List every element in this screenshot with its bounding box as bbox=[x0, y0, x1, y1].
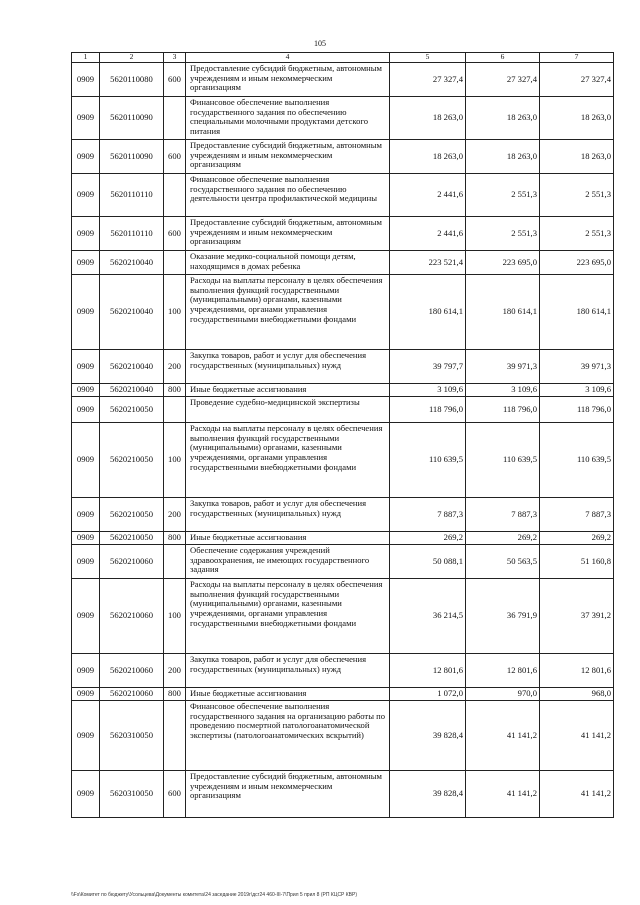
target-article-cell: 5620210060 bbox=[100, 579, 164, 654]
amount-year2-cell: 970,0 bbox=[466, 688, 540, 701]
amount-year3-cell: 12 801,6 bbox=[540, 654, 614, 688]
table-row bbox=[72, 217, 614, 251]
target-article-cell: 5620210050 bbox=[100, 397, 164, 423]
amount-year3-cell: 18 263,0 bbox=[540, 97, 614, 140]
amount-year2-cell: 269,2 bbox=[466, 532, 540, 545]
section-code-cell: 0909 bbox=[72, 498, 100, 532]
section-code-cell: 0909 bbox=[72, 701, 100, 771]
target-article-cell: 5620110110 bbox=[100, 217, 164, 251]
description-cell: Расходы на выплаты персоналу в целях обеспечения выполнения функций государственными (муниципальными) органами, казенными учреждениями, органами управления государственными внебюджетными фондами bbox=[186, 423, 390, 498]
table-row bbox=[72, 275, 614, 350]
target-article-cell: 5620210040 bbox=[100, 384, 164, 397]
table-row bbox=[72, 63, 614, 97]
description-cell: Предоставление субсидий бюджетным, автономным учреждениям и иным некоммерческим организациям bbox=[186, 217, 390, 251]
amount-year3-cell: 27 327,4 bbox=[540, 63, 614, 97]
amount-year1-cell: 3 109,6 bbox=[390, 384, 466, 397]
description-cell: Оказание медико-социальной помощи детям, находящимся в домах ребенка bbox=[186, 251, 390, 275]
section-code-cell: 0909 bbox=[72, 771, 100, 818]
amount-year3-cell: 37 391,2 bbox=[540, 579, 614, 654]
amount-year3-cell: 223 695,0 bbox=[540, 251, 614, 275]
target-article-cell: 5620110080 bbox=[100, 63, 164, 97]
table-row bbox=[72, 654, 614, 688]
target-article-cell: 5620210060 bbox=[100, 654, 164, 688]
amount-year2-cell: 223 695,0 bbox=[466, 251, 540, 275]
table-row bbox=[72, 384, 614, 397]
amount-year3-cell: 2 551,3 bbox=[540, 174, 614, 217]
expense-type-cell: 800 bbox=[164, 384, 186, 397]
description-cell: Проведение судебно-медицинской экспертизы bbox=[186, 397, 390, 423]
amount-year1-cell: 1 072,0 bbox=[390, 688, 466, 701]
amount-year3-cell: 41 141,2 bbox=[540, 701, 614, 771]
target-article-cell: 5620110090 bbox=[100, 140, 164, 174]
section-code-cell: 0909 bbox=[72, 174, 100, 217]
expense-type-cell: 100 bbox=[164, 579, 186, 654]
budget-table bbox=[71, 52, 614, 818]
section-code-cell: 0909 bbox=[72, 275, 100, 350]
amount-year3-cell: 41 141,2 bbox=[540, 771, 614, 818]
amount-year3-cell: 39 971,3 bbox=[540, 350, 614, 384]
amount-year2-cell: 180 614,1 bbox=[466, 275, 540, 350]
table-row bbox=[72, 251, 614, 275]
amount-year2-cell: 27 327,4 bbox=[466, 63, 540, 97]
table-row bbox=[72, 397, 614, 423]
table-row bbox=[72, 97, 614, 140]
amount-year1-cell: 36 214,5 bbox=[390, 579, 466, 654]
target-article-cell: 5620210040 bbox=[100, 251, 164, 275]
expense-type-cell bbox=[164, 397, 186, 423]
amount-year2-cell: 36 791,9 bbox=[466, 579, 540, 654]
section-code-cell: 0909 bbox=[72, 63, 100, 97]
section-code-cell: 0909 bbox=[72, 654, 100, 688]
target-article-cell: 5620110090 bbox=[100, 97, 164, 140]
amount-year1-cell: 18 263,0 bbox=[390, 97, 466, 140]
section-code-cell: 0909 bbox=[72, 397, 100, 423]
amount-year2-cell: 110 639,5 bbox=[466, 423, 540, 498]
expense-type-cell: 600 bbox=[164, 140, 186, 174]
description-cell: Расходы на выплаты персоналу в целях обеспечения выполнения функций государственными (муниципальными) органами, казенными учреждениями, органами управления государственными внебюджетными фондами bbox=[186, 275, 390, 350]
amount-year1-cell: 180 614,1 bbox=[390, 275, 466, 350]
amount-year3-cell: 51 160,8 bbox=[540, 545, 614, 579]
description-cell: Финансовое обеспечение выполнения государственного задания по обеспечению специальными молочными продуктами детского питания bbox=[186, 97, 390, 140]
page-number: 105 bbox=[314, 39, 326, 48]
description-cell: Финансовое обеспечение выполнения государственного задания на организацию работы по проведению посмертной патологоанатомической экспертизы (патологоанатомических вскрытий) bbox=[186, 701, 390, 771]
target-article-cell: 5620210050 bbox=[100, 532, 164, 545]
expense-type-cell: 100 bbox=[164, 423, 186, 498]
column-number: 3 bbox=[164, 53, 186, 63]
column-number: 7 bbox=[540, 53, 614, 63]
column-number: 6 bbox=[466, 53, 540, 63]
amount-year1-cell: 50 088,1 bbox=[390, 545, 466, 579]
table-row bbox=[72, 140, 614, 174]
amount-year1-cell: 39 828,4 bbox=[390, 701, 466, 771]
amount-year3-cell: 180 614,1 bbox=[540, 275, 614, 350]
section-code-cell: 0909 bbox=[72, 251, 100, 275]
amount-year3-cell: 110 639,5 bbox=[540, 423, 614, 498]
expense-type-cell: 600 bbox=[164, 63, 186, 97]
amount-year3-cell: 7 887,3 bbox=[540, 498, 614, 532]
column-number: 5 bbox=[390, 53, 466, 63]
amount-year3-cell: 18 263,0 bbox=[540, 140, 614, 174]
amount-year2-cell: 118 796,0 bbox=[466, 397, 540, 423]
table-row bbox=[72, 532, 614, 545]
column-number: 1 bbox=[72, 53, 100, 63]
table-row bbox=[72, 579, 614, 654]
expense-type-cell bbox=[164, 545, 186, 579]
amount-year3-cell: 118 796,0 bbox=[540, 397, 614, 423]
amount-year2-cell: 41 141,2 bbox=[466, 701, 540, 771]
amount-year1-cell: 2 441,6 bbox=[390, 174, 466, 217]
table-row bbox=[72, 688, 614, 701]
section-code-cell: 0909 bbox=[72, 384, 100, 397]
expense-type-cell: 200 bbox=[164, 654, 186, 688]
column-number: 2 bbox=[100, 53, 164, 63]
amount-year1-cell: 110 639,5 bbox=[390, 423, 466, 498]
section-code-cell: 0909 bbox=[72, 579, 100, 654]
target-article-cell: 5620210040 bbox=[100, 275, 164, 350]
amount-year1-cell: 39 797,7 bbox=[390, 350, 466, 384]
section-code-cell: 0909 bbox=[72, 688, 100, 701]
description-cell: Предоставление субсидий бюджетным, автономным учреждениям и иным некоммерческим организациям bbox=[186, 771, 390, 818]
amount-year1-cell: 118 796,0 bbox=[390, 397, 466, 423]
table-row bbox=[72, 174, 614, 217]
amount-year2-cell: 12 801,6 bbox=[466, 654, 540, 688]
expense-type-cell: 600 bbox=[164, 217, 186, 251]
section-code-cell: 0909 bbox=[72, 423, 100, 498]
expense-type-cell: 800 bbox=[164, 688, 186, 701]
table-row bbox=[72, 498, 614, 532]
amount-year1-cell: 7 887,3 bbox=[390, 498, 466, 532]
description-cell: Предоставление субсидий бюджетным, автономным учреждениям и иным некоммерческим организациям bbox=[186, 63, 390, 97]
expense-type-cell bbox=[164, 174, 186, 217]
amount-year3-cell: 2 551,3 bbox=[540, 217, 614, 251]
table-row bbox=[72, 701, 614, 771]
file-path-footer: \\Fs\Комитет по бюджету\Усольцева\Документы комитета\24 заседание 2019г\дсг24 460-III-7\Прил 5 прил 8 (РП КЦСР КВР) bbox=[71, 892, 358, 898]
description-cell: Закупка товаров, работ и услуг для обеспечения государственных (муниципальных) нужд bbox=[186, 498, 390, 532]
expense-type-cell bbox=[164, 701, 186, 771]
target-article-cell: 5620210050 bbox=[100, 498, 164, 532]
description-cell: Предоставление субсидий бюджетным, автономным учреждениям и иным некоммерческим организациям bbox=[186, 140, 390, 174]
amount-year3-cell: 3 109,6 bbox=[540, 384, 614, 397]
target-article-cell: 5620310050 bbox=[100, 771, 164, 818]
amount-year1-cell: 12 801,6 bbox=[390, 654, 466, 688]
description-cell: Финансовое обеспечение выполнения государственного задания по обеспечению деятельности центра профилактической медицины bbox=[186, 174, 390, 217]
expense-type-cell bbox=[164, 97, 186, 140]
section-code-cell: 0909 bbox=[72, 97, 100, 140]
section-code-cell: 0909 bbox=[72, 140, 100, 174]
description-cell: Расходы на выплаты персоналу в целях обеспечения выполнения функций государственными (муниципальными) органами, казенными учреждениями, органами управления государственными внебюджетными фондами bbox=[186, 579, 390, 654]
table-row bbox=[72, 350, 614, 384]
target-article-cell: 5620210040 bbox=[100, 350, 164, 384]
description-cell: Иные бюджетные ассигнования bbox=[186, 384, 390, 397]
target-article-cell: 5620210060 bbox=[100, 545, 164, 579]
table-row bbox=[72, 545, 614, 579]
expense-type-cell: 200 bbox=[164, 350, 186, 384]
expense-type-cell: 600 bbox=[164, 771, 186, 818]
target-article-cell: 5620110110 bbox=[100, 174, 164, 217]
amount-year1-cell: 223 521,4 bbox=[390, 251, 466, 275]
target-article-cell: 5620310050 bbox=[100, 701, 164, 771]
amount-year2-cell: 18 263,0 bbox=[466, 97, 540, 140]
amount-year2-cell: 2 551,3 bbox=[466, 217, 540, 251]
description-cell: Обеспечение содержания учреждений здравоохранения, не имеющих государственного задания bbox=[186, 545, 390, 579]
table-row bbox=[72, 771, 614, 818]
amount-year2-cell: 3 109,6 bbox=[466, 384, 540, 397]
amount-year1-cell: 2 441,6 bbox=[390, 217, 466, 251]
expense-type-cell: 100 bbox=[164, 275, 186, 350]
amount-year1-cell: 27 327,4 bbox=[390, 63, 466, 97]
amount-year2-cell: 18 263,0 bbox=[466, 140, 540, 174]
expense-type-cell: 800 bbox=[164, 532, 186, 545]
amount-year2-cell: 39 971,3 bbox=[466, 350, 540, 384]
section-code-cell: 0909 bbox=[72, 350, 100, 384]
amount-year1-cell: 39 828,4 bbox=[390, 771, 466, 818]
target-article-cell: 5620210050 bbox=[100, 423, 164, 498]
description-cell: Закупка товаров, работ и услуг для обеспечения государственных (муниципальных) нужд bbox=[186, 350, 390, 384]
description-cell: Иные бюджетные ассигнования bbox=[186, 532, 390, 545]
column-number-row bbox=[72, 53, 614, 63]
amount-year2-cell: 7 887,3 bbox=[466, 498, 540, 532]
amount-year1-cell: 18 263,0 bbox=[390, 140, 466, 174]
amount-year3-cell: 968,0 bbox=[540, 688, 614, 701]
description-cell: Закупка товаров, работ и услуг для обеспечения государственных (муниципальных) нужд bbox=[186, 654, 390, 688]
column-number: 4 bbox=[186, 53, 390, 63]
amount-year3-cell: 269,2 bbox=[540, 532, 614, 545]
amount-year1-cell: 269,2 bbox=[390, 532, 466, 545]
expense-type-cell: 200 bbox=[164, 498, 186, 532]
amount-year2-cell: 41 141,2 bbox=[466, 771, 540, 818]
section-code-cell: 0909 bbox=[72, 532, 100, 545]
amount-year2-cell: 2 551,3 bbox=[466, 174, 540, 217]
table-row bbox=[72, 423, 614, 498]
target-article-cell: 5620210060 bbox=[100, 688, 164, 701]
amount-year2-cell: 50 563,5 bbox=[466, 545, 540, 579]
description-cell: Иные бюджетные ассигнования bbox=[186, 688, 390, 701]
expense-type-cell bbox=[164, 251, 186, 275]
section-code-cell: 0909 bbox=[72, 545, 100, 579]
section-code-cell: 0909 bbox=[72, 217, 100, 251]
